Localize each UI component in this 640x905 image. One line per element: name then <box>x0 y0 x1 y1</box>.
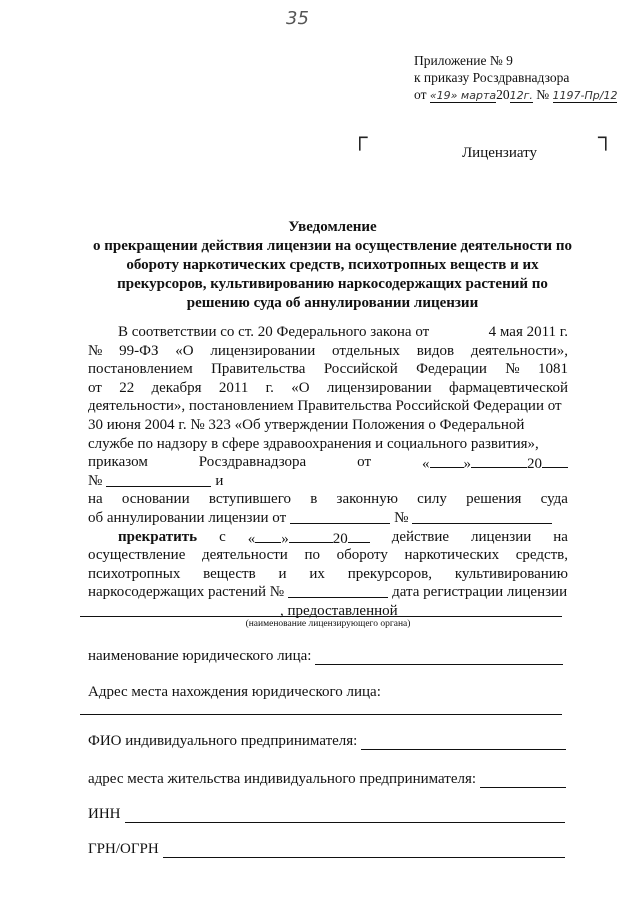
document-title <box>60 218 605 313</box>
appendix-line3: от «19» марта2012г. № 1197-Пр/12 <box>414 87 618 102</box>
body-line: на основании вступившего в законную силу решения суда <box>88 491 568 508</box>
body-line: службе по надзору в сфере здравоохранения и социального развития», <box>88 435 539 452</box>
body-line: В соответствии со ст. 20 Федерального закона от 4 мая 2011 г. <box>118 324 568 340</box>
field-legal-address: Адрес места нахождения юридического лица: <box>88 684 381 700</box>
title-line: решению суда об аннулировании лицензии <box>186 295 479 311</box>
appendix-line1: Приложение № 9 <box>414 53 513 68</box>
body-line: приказом Росздравнадзора от « » 20 <box>88 453 568 472</box>
body-line: № 99-ФЗ «О лицензировании отдельных видов деятельности», <box>88 342 568 359</box>
field-legal-name: наименование юридического лица: <box>88 648 563 665</box>
licensing-authority-line[interactable] <box>80 616 562 617</box>
corner-bracket-right: ┐ <box>598 124 614 149</box>
title-line: о прекращении действия лицензии на осуществление деятельности по <box>93 238 572 254</box>
terminate-word: прекратить <box>118 528 198 545</box>
body-line: об аннулировании лицензии от № <box>88 509 568 528</box>
field-grn: ГРН/ОГРН <box>88 841 565 858</box>
title-line: прекурсоров, культивированию наркосодержащих растений по <box>117 276 548 292</box>
field-ip-address: адрес места жительства индивидуального предпринимателя: <box>88 771 566 788</box>
grn-input[interactable] <box>163 843 565 858</box>
licensing-authority-caption: (наименование лицензирующего органа) <box>245 619 411 629</box>
appendix-line2: к приказу Росздравнадзора <box>414 70 570 85</box>
title-heading: Уведомление <box>288 219 377 235</box>
order-date-field[interactable]: « » 20 <box>422 453 568 472</box>
licensee-label: Лицензиату <box>462 145 537 161</box>
ip-fio-input[interactable] <box>361 735 566 750</box>
inn-input[interactable] <box>125 808 565 823</box>
body-line: 30 июня 2004 г. № 323 «Об утверждении Положения о Федеральной <box>88 416 525 433</box>
court-decision-number-field[interactable] <box>412 509 552 524</box>
body-line: прекратить с « » 20 действие лицензии на <box>118 528 568 547</box>
license-number-field[interactable] <box>288 583 388 598</box>
title-line: обороту наркотических средств, психотропных веществ и их <box>126 257 539 273</box>
court-decision-date-field[interactable] <box>290 509 390 524</box>
body-line: № и <box>88 472 224 489</box>
body-line: деятельности», постановлением Правительства Российской Федерации от <box>88 398 562 415</box>
legal-name-input[interactable] <box>315 650 563 665</box>
page-number: 35 <box>286 8 309 29</box>
appendix-header <box>414 52 624 104</box>
handwritten-date: «19» марта <box>429 89 497 102</box>
legal-address-input[interactable] <box>80 714 562 715</box>
corner-bracket-left: ┌ <box>352 124 368 149</box>
body-line: психотропных веществ и их прекурсоров, культивированию <box>88 565 568 582</box>
notice-body <box>88 323 568 621</box>
body-line: , предоставленной <box>88 602 568 621</box>
termination-date-field[interactable]: « » 20 <box>248 528 370 547</box>
field-inn: ИНН <box>88 806 565 823</box>
ip-address-input[interactable] <box>480 773 566 788</box>
body-line: осуществление деятельности по обороту наркотических средств, <box>88 547 568 564</box>
handwritten-number: 1197-Пр/12 <box>552 89 618 102</box>
body-line: от 22 декабря 2011 г. «О лицензировании фармацевтической <box>88 379 568 396</box>
registration-date-field[interactable] <box>88 602 276 617</box>
field-ip-fio: ФИО индивидуального предпринимателя: <box>88 733 566 750</box>
body-line: наркосодержащих растений № дата регистрации лицензии <box>88 584 568 601</box>
order-number-field[interactable] <box>106 472 211 487</box>
handwritten-year: 12г. <box>509 89 533 102</box>
body-line: постановлением Правительства Российской Федерации № 1081 <box>88 361 568 378</box>
